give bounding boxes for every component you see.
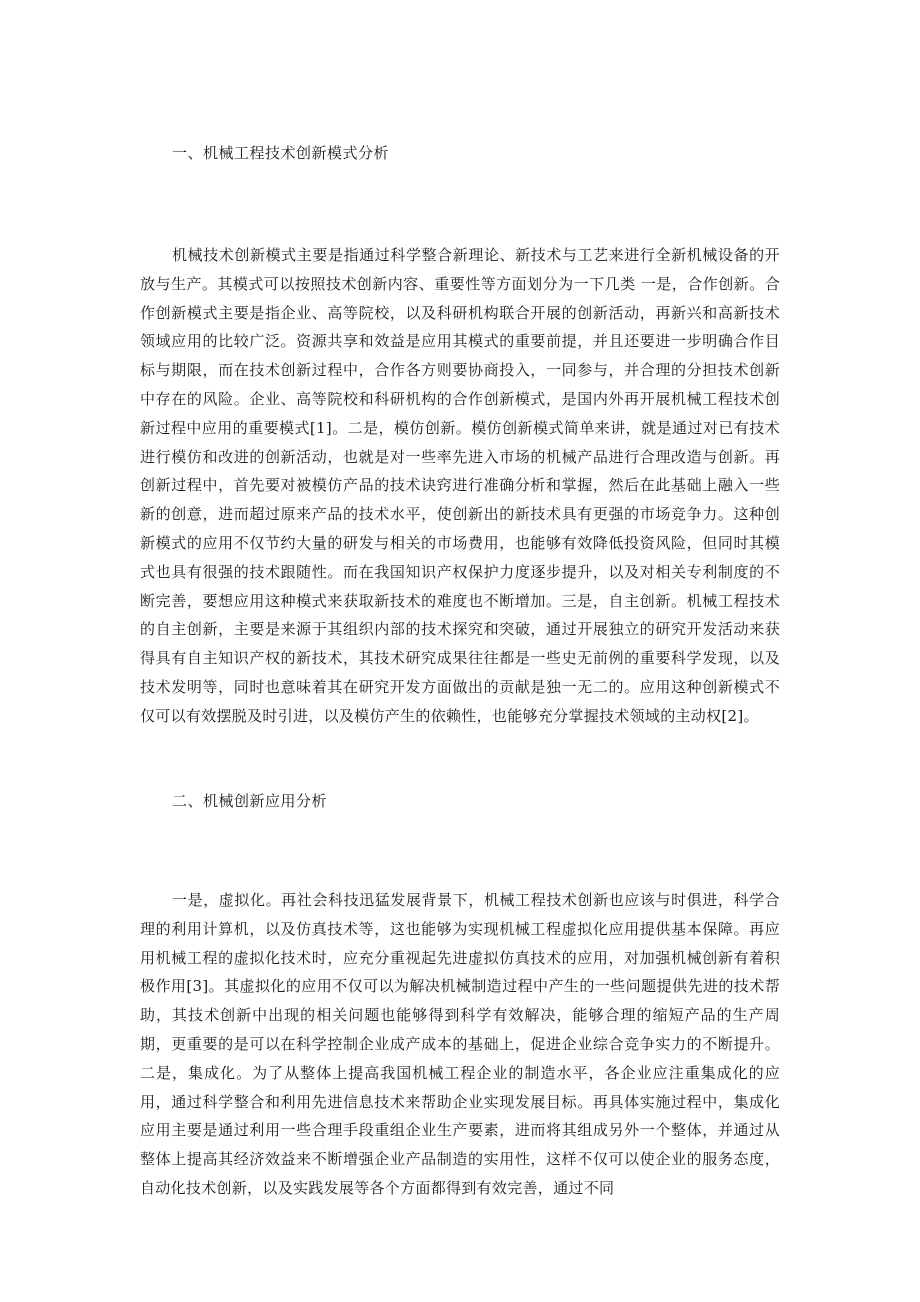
section-2-heading: 二、机械创新应用分析 [172,792,328,810]
section-2-paragraph: 一是，虚拟化。再社会科技迅猛发展背景下，机械工程技术创新也应该与时俱进，科学合理的利用计算机，以及仿真技术等，这也能够为实现机械工程虚拟化应用提供基本保障。再应用机械工程的虚拟化技术时，应充分重视起先进虚拟仿真技术的应用，对加强机械创新有着积极作用[3]。其虚拟化的应用不仅可以为解决机械制造过程中产生的一些问题提供先进的技术帮助，其技术创新中出现的相关问题也能够得到科学有效解决，能够合理的缩短产品的生产周期，更重要的是可以在科学控制企业成产成本的基础上，促进企业综合竞争实力的不断提升。二是，集成化。为了从整体上提高我国机械工程企业的制造水平，各企业应注重集成化的应用，通过科学整合和利用先进信息技术来帮助企业实现发展目标。再具体实施过程中，集成化应用主要是通过利用一些合理手段重组企业生产要素，进而将其组成另外一个整体，并通过从整体上提高其经济效益来不断增强企业产品制造的实用性，这样不仅可以使企业的服务态度，自动化技术创新，以及实践发展等各个方面都得到有效完善，通过不同 [140,891,780,1197]
section-1-heading: 一、机械工程技术创新模式分析 [172,144,390,162]
section-1-paragraph: 机械技术创新模式主要是指通过科学整合新理论、新技术与工艺来进行全新机械设备的开放与生产。其模式可以按照技术创新内容、重要性等方面划分为一下几类 一是，合作创新。合作创新模式主要是指企业、高等院校，以及科研机构联合开展的创新活动，再新兴和高新技术领域应用的比较广泛。资源共享和效益是应用其模式的重要前提，并且还要进一步明确合作目标与期限，而在技术创新过程中，合作各方则要协商投入，一同参与，并合理的分担技术创新中存在的风险。企业、高等院校和科研机构的合作创新模式，是国内外再开展机械工程技术创新过程中应用的重要模式[1]。二是，模仿创新。模仿创新模式简单来讲，就是通过对已有技术进行模仿和改进的创新活动，也就是对一些率先进入市场的机械产品进行合理改造与创新。再创新过程中，首先要对被模仿产品的技术诀窍进行准确分析和掌握，然后在此基础上融入一些新的创意，进而超过原来产品的技术水平，使创新出的新技术具有更强的市场竞争力。这种创新模式的应用不仅节约大量的研发与相关的市场费用，也能够有效降低投资风险，但同时其模式也具有很强的技术跟随性。而在我国知识产权保护力度逐步提升，以及对相关专利制度的不断完善，要想应用这种模式来获取新技术的难度也不断增加。三是，自主创新。机械工程技术的自主创新，主要是来源于其组织内部的技术探究和突破，通过开展独立的研究开发活动来获得具有自主知识产权的新技术，其技术研究成果往往都是一些史无前例的重要科学发现，以及技术发明等，同时也意味着其在研究开发方面做出的贡献是独一无二的。应用这种创新模式不仅可以有效摆脱及时引进，以及模仿产生的依赖性，也能够充分掌握技术领域的主动权[2]。 [140,246,780,725]
